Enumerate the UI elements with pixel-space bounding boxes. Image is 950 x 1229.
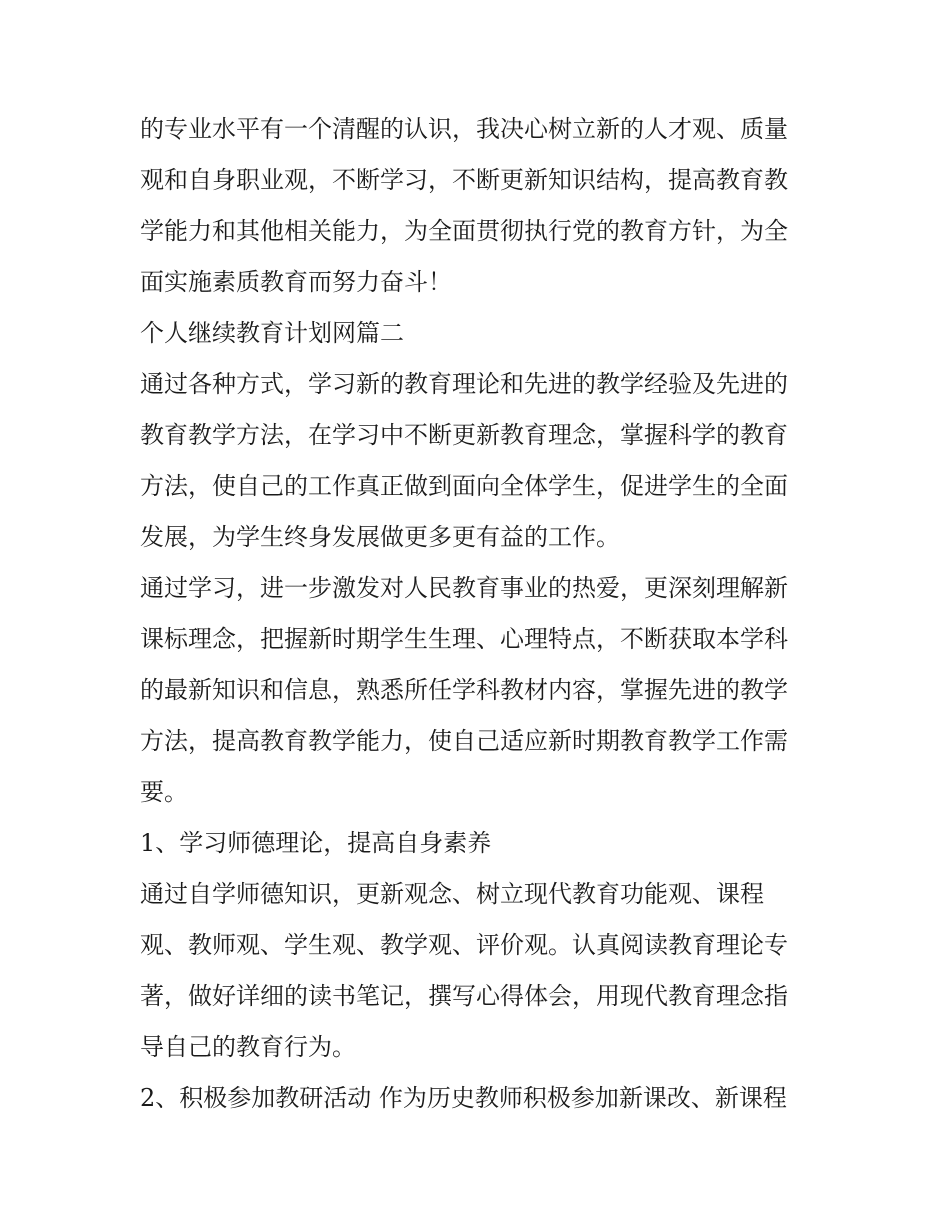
text-line: 发展，为学生终身发展做更多更有益的工作。	[140, 523, 620, 551]
text-line: 要。	[140, 778, 188, 806]
document-body	[140, 104, 820, 1124]
list-item-heading: 1、学习师德理论，提高自身素养	[140, 829, 492, 857]
text-line: 方法，提高教育教学能力，使自己适应新时期教育教学工作需	[140, 727, 788, 755]
text-line: 通过自学师德知识，更新观念、树立现代教育功能观、课程	[140, 880, 764, 908]
text-line: 导自己的教育行为。	[140, 1033, 356, 1061]
text-line: 著，做好详细的读书笔记，撰写心得体会，用现代教育理念指	[140, 982, 788, 1010]
text-line: 方法，使自己的工作真正做到面向全体学生，促进学生的全面	[140, 472, 788, 500]
text-line: 观和自身职业观，不断学习，不断更新知识结构，提高教育教	[140, 166, 788, 194]
text-line: 的专业水平有一个清醒的认识，我决心树立新的人才观、质量	[140, 115, 788, 143]
text-line: 教育教学方法，在学习中不断更新教育理念，掌握科学的教育	[140, 421, 788, 449]
text-line: 的最新知识和信息，熟悉所任学科教材内容，掌握先进的教学	[140, 676, 788, 704]
text-line: 学能力和其他相关能力，为全面贯彻执行党的教育方针，为全	[140, 217, 788, 245]
text-line: 观、教师观、学生观、教学观、评价观。认真阅读教育理论专	[140, 931, 788, 959]
text-line: 通过学习，进一步激发对人民教育事业的热爱，更深刻理解新	[140, 574, 788, 602]
section-heading: 个人继续教育计划网篇二	[140, 319, 404, 347]
text-line: 面实施素质教育而努力奋斗！	[140, 268, 452, 296]
text-line: 通过各种方式，学习新的教育理论和先进的教学经验及先进的	[140, 370, 788, 398]
list-item-heading: 2、积极参加教研活动 作为历史教师积极参加新课改、新课程	[140, 1084, 787, 1112]
text-line: 课标理念，把握新时期学生生理、心理特点，不断获取本学科	[140, 625, 788, 653]
